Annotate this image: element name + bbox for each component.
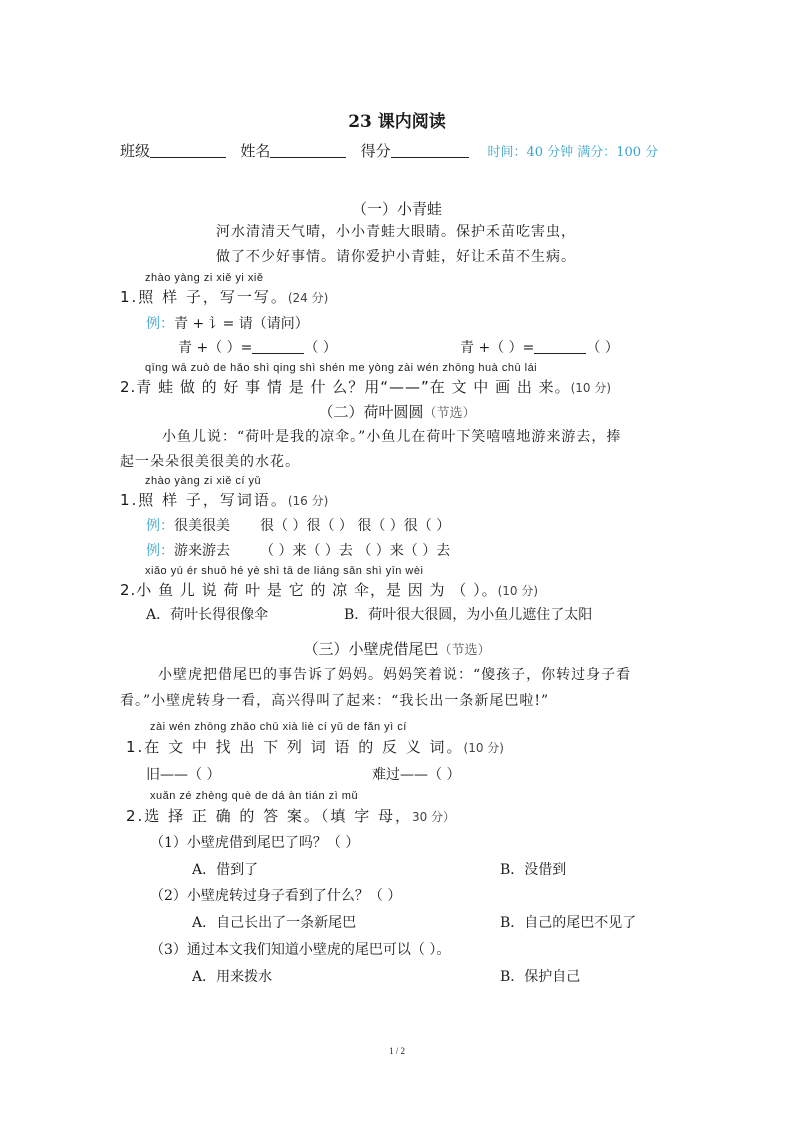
section3-title xyxy=(0,638,794,659)
poem-line-1: 河水清清天气晴，小小青蛙大眼睛。保护禾苗吃害虫， xyxy=(216,224,576,240)
section2-title xyxy=(0,401,794,422)
item2-text: 青 +（ ）= xyxy=(460,340,535,356)
s2q1-pinyin: zhào yàng zi xiě cí yǔ xyxy=(145,475,262,487)
s3q1-item2: 难过——（ ） xyxy=(372,767,461,783)
s2-para-line-1: 小鱼儿说：“荷叶是我的凉伞。”小鱼儿在荷叶下笑嘻嘻地游来游去，捧 xyxy=(162,429,622,445)
item2-blank[interactable] xyxy=(534,339,586,354)
sub2-option-b[interactable]: B．自己的尾巴不见了 xyxy=(500,915,637,931)
sub3-question: （3）通过本文我们知道小壁虎的尾巴可以（ ）。 xyxy=(150,942,451,958)
s2q2-text: 2.小 鱼 儿 说 荷 叶 是 它 的 凉 伞，是 因 为 （ ）。 xyxy=(120,581,498,599)
s2q2-pinyin: xiǎo yú ér shuō hé yè shì tā de liáng sǎn shì yīn wèi xyxy=(145,565,424,577)
name-label: 姓名 xyxy=(240,142,271,160)
s3-para-line-1: 小壁虎把借尾巴的事告诉了妈妈。妈妈笑着说：“傻孩子，你转过身子看 xyxy=(158,667,632,683)
class-blank[interactable] xyxy=(150,143,226,158)
section3-title-text: （三）小壁虎借尾巴 xyxy=(303,640,439,658)
item2-paren: （ ） xyxy=(586,340,619,356)
s1q2-pinyin: qīng wā zuò de hǎo shì qing shì shén me yòng zài wén zhōng huà chū lái xyxy=(145,362,538,374)
s3q1-question xyxy=(126,736,504,757)
s2-para-line-2: 起一朵朵很美很美的水花。 xyxy=(120,454,300,470)
s1q1-question xyxy=(120,286,328,307)
ex2-label: 例： xyxy=(146,543,174,559)
section2-note: （节选） xyxy=(423,406,476,421)
sub3-option-b[interactable]: B．保护自己 xyxy=(500,969,581,985)
example-text: 青 + 讠= 请（请问） xyxy=(174,316,309,332)
poem-line-2: 做了不少好事情。请你爱护小青蛙，好让禾苗不生病。 xyxy=(216,249,576,265)
s1q1-item1 xyxy=(178,337,337,357)
ex1-items: 很（ ）很（ ） 很（ ）很（ ） xyxy=(260,518,451,534)
item1-text: 青 +（ ）= xyxy=(178,340,253,356)
section2-title-text: （二）荷叶圆圆 xyxy=(318,403,424,421)
example-label: 例： xyxy=(146,316,174,332)
page-number: 1 / 2 xyxy=(388,1046,405,1056)
s3-para-line-2: 看。”小壁虎转身一看，高兴得叫了起来：“我长出一条新尾巴啦!” xyxy=(120,693,550,709)
s1q2-score: (10 分) xyxy=(570,381,612,395)
score-blank[interactable] xyxy=(391,143,469,158)
item1-paren: （ ） xyxy=(304,340,337,356)
item1-blank[interactable] xyxy=(252,339,304,354)
ex2-items: （ ）来（ ）去 （ ）来（ ）去 xyxy=(260,543,451,559)
s1q1-score: (24 分) xyxy=(287,291,329,305)
time-info: 时间：40 分钟 满分：100 分 xyxy=(487,145,659,160)
s3q2-text: 2.选 择 正 确 的 答 案。（填 字 母， xyxy=(126,807,412,825)
student-info xyxy=(120,140,658,161)
section1-title: （一）小青蛙 xyxy=(351,200,442,218)
s2q1-text: 1.照 样 子，写词语。 xyxy=(120,491,288,509)
sub2-option-a[interactable]: A．自己长出了一条新尾巴 xyxy=(192,915,357,931)
name-blank[interactable] xyxy=(270,143,346,158)
sub1-option-b[interactable]: B．没借到 xyxy=(500,862,567,878)
sub1-question: （1）小壁虎借到尾巴了吗？（ ） xyxy=(150,835,360,851)
s1q1-item2 xyxy=(460,337,619,357)
score-label: 得分 xyxy=(360,142,391,160)
ex1-label: 例： xyxy=(146,518,174,534)
s2q1-question xyxy=(120,489,328,510)
s2q2-option-a[interactable]: A．荷叶长得很像伞 xyxy=(146,607,269,623)
s1q1-text: 1.照 样 子，写一写。 xyxy=(120,288,288,306)
s1q1-example xyxy=(146,313,309,333)
s3q1-item1: 旧——（ ） xyxy=(146,767,221,783)
s1q2-question xyxy=(120,376,611,397)
s2q2-score: (10 分) xyxy=(497,584,539,598)
ex2-text: 游来游去 xyxy=(174,543,230,559)
s3q2-pinyin: xuǎn zé zhèng què de dá àn tián zì mǔ xyxy=(150,790,359,802)
s2q1-ex2 xyxy=(146,540,450,560)
s2q2-question xyxy=(120,579,538,600)
s1q2-text: 2.青 蛙 做 的 好 事 情 是 什 么？用“——”在 文 中 画 出 来。 xyxy=(120,378,571,396)
s2q1-ex1 xyxy=(146,515,450,535)
s2q1-score: (16 分) xyxy=(287,494,329,508)
class-label: 班级 xyxy=(120,142,151,160)
ex1-text: 很美很美 xyxy=(174,518,230,534)
sub3-option-a[interactable]: A．用来拨水 xyxy=(192,969,273,985)
section3-note: （节选） xyxy=(438,643,491,658)
s3q1-pinyin: zài wén zhōng zhǎo chū xià liè cí yǔ de fǎn yì cí xyxy=(150,721,407,733)
s3q2-score: 30 分） xyxy=(411,810,456,824)
s3q1-score: (10 分) xyxy=(463,741,504,755)
s1q1-pinyin: zhào yàng zi xiě yi xiě xyxy=(145,272,264,284)
sub2-question: （2）小壁虎转过身子看到了什么？（ ） xyxy=(150,888,402,904)
s2q2-option-b[interactable]: B．荷叶很大很圆，为小鱼儿遮住了太阳 xyxy=(344,607,593,623)
s3q2-question xyxy=(126,805,455,826)
page-title: 23 课内阅读 xyxy=(348,112,446,132)
sub1-option-a[interactable]: A．借到了 xyxy=(192,862,259,878)
s3q1-text: 1.在 文 中 找 出 下 列 词 语 的 反 义 词。 xyxy=(126,738,464,756)
